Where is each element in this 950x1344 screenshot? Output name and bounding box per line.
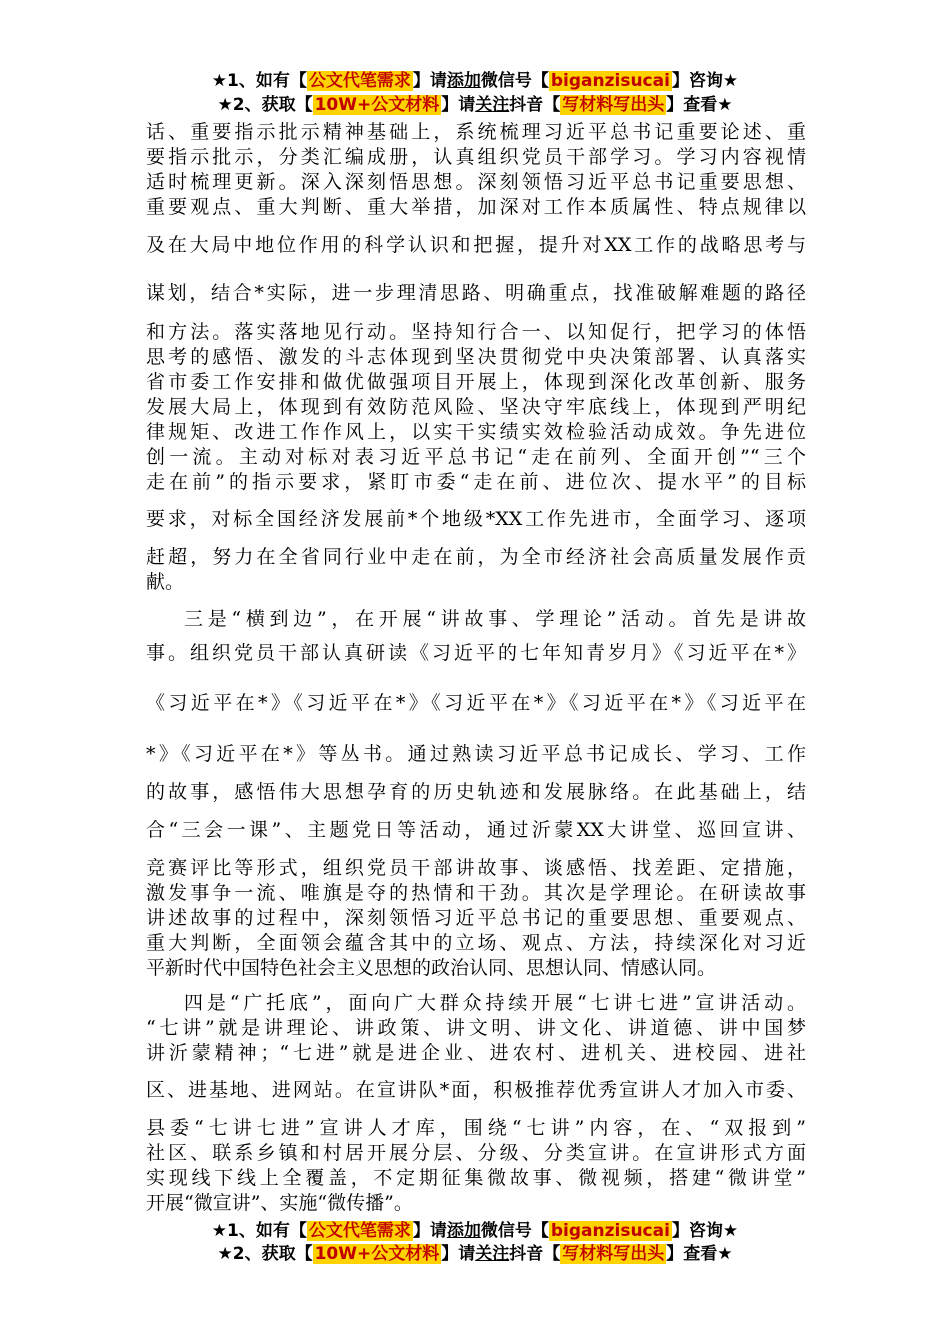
banner-text: 】请 bbox=[441, 1244, 476, 1264]
body-line: 及在大局中地位作用的科学认识和把握，提升对XX工作的战略思考与 bbox=[146, 234, 806, 256]
body-line: 重大判断，全面领会蕴含其中的立场、观点、方法，持续深化对习近 bbox=[146, 932, 806, 954]
banner-text: 抖音【 bbox=[509, 1244, 561, 1264]
service-highlight: 公文代笔需求 bbox=[308, 1221, 411, 1241]
banner-text: 】咨询★ bbox=[671, 1221, 739, 1241]
body-line: 省市委工作安排和做优做强项目开展上，体现到深化改革创新、服务 bbox=[146, 371, 806, 393]
body-line: 合“三会一课”、主题党日等活动，通过沂蒙XX大讲堂、巡回宣讲、 bbox=[146, 819, 806, 841]
wechat-id-highlight: biganzisucai bbox=[550, 1221, 670, 1241]
top-banner-line-2 bbox=[0, 94, 950, 116]
body-line: 谋划，结合*实际，进一步理清思路、明确重点，找准破解难题的路径 bbox=[146, 282, 806, 304]
top-banner-line-1 bbox=[0, 70, 950, 92]
body-line: 讲沂蒙精神；“七进”就是进企业、进农村、进机关、进校园、进社 bbox=[146, 1042, 806, 1064]
paragraph-first-line: 四是“广托底”，面向广大群众持续开展“七讲七进”宣讲活动。 bbox=[184, 992, 806, 1014]
paragraph-first-line: 三是“横到边”，在开展“讲故事、学理论”活动。首先是讲故 bbox=[184, 608, 806, 630]
service-highlight: 公文代笔需求 bbox=[308, 71, 411, 91]
body-line: 思考的感悟、激发的斗志体现到坚决贯彻党中央决策部署、认真落实 bbox=[146, 346, 806, 368]
body-line: 要指示批示，分类汇编成册，认真组织党员干部学习。学习内容视情 bbox=[146, 146, 806, 168]
body-line: “七讲”就是讲理论、讲政策、讲文明、讲文化、讲道德、讲中国梦 bbox=[146, 1017, 806, 1039]
banner-text: 】查看★ bbox=[666, 1244, 733, 1264]
body-line: 《习近平在*》《习近平在*》《习近平在*》《习近平在*》《习近平在 bbox=[146, 692, 806, 714]
body-line: 话、重要指示批示精神基础上，系统梳理习近平总书记重要论述、重 bbox=[146, 121, 806, 143]
body-line: 发展大局上，体现到有效防范风险、坚决守牢底线上，体现到严明纪 bbox=[146, 396, 806, 418]
body-line: 重要观点、重大判断、重大举措，加深对工作本质属性、特点规律以 bbox=[146, 196, 806, 218]
body-line: 要求，对标全国经济发展前*个地级*XX工作先进市，全面学习、逐项 bbox=[146, 508, 806, 530]
body-line: *》《习近平在*》等丛书。通过熟读习近平总书记成长、学习、工作 bbox=[146, 743, 806, 765]
body-line: 区、进基地、进网站。在宣讲队*面，积极推荐优秀宣讲人才加入市委、 bbox=[146, 1079, 806, 1101]
body-line: 实现线下线上全覆盖，不定期征集微故事、微视频，搭建“微讲堂” bbox=[146, 1167, 806, 1189]
banner-text: 】请 bbox=[441, 95, 476, 115]
douyin-highlight: 写材料写出头 bbox=[562, 95, 665, 115]
body-line: 社区、联系乡镇和村居开展分层、分级、分类宣讲。在宣讲形式方面 bbox=[146, 1142, 806, 1164]
bottom-banner-line-1 bbox=[0, 1220, 950, 1242]
body-line: 县委“七讲七进”宣讲人才库，围绕“七讲”内容，在、“双报到” bbox=[146, 1117, 806, 1139]
body-line: 走在前”的指示要求，紧盯市委“走在前、进位次、提水平”的目标 bbox=[146, 471, 806, 493]
banner-text: 】请 bbox=[412, 71, 447, 91]
body-line: 律规矩、改进工作作风上，以实干实绩实效检验活动成效。争先进位 bbox=[146, 421, 806, 443]
douyin-highlight: 写材料写出头 bbox=[562, 1244, 665, 1264]
follow-emphasis: 关注 bbox=[475, 95, 510, 115]
banner-text: ★2、获取【 bbox=[217, 1244, 313, 1264]
body-line: 和方法。落实落地见行动。坚持知行合一、以知促行，把学习的体悟 bbox=[146, 321, 806, 343]
banner-text: 】请 bbox=[412, 1221, 447, 1241]
body-line: 的故事，感悟伟大思想孕育的历史轨迹和发展脉络。在此基础上，结 bbox=[146, 781, 806, 803]
material-highlight: 10W+公文材料 bbox=[314, 95, 440, 115]
banner-text: 】查看★ bbox=[666, 95, 733, 115]
add-emphasis: 添加 bbox=[446, 1221, 481, 1241]
body-line: 事。组织党员干部认真研读《习近平的七年知青岁月》《习近平在*》 bbox=[146, 642, 806, 664]
body-line: 开展“微宣讲”、实施“微传播”。 bbox=[146, 1192, 413, 1214]
body-line: 献。 bbox=[146, 571, 185, 593]
banner-text: 微信号【 bbox=[480, 1221, 549, 1241]
body-line: 创一流。主动对标对表习近平总书记“走在前列、全面开创”“三个 bbox=[146, 446, 806, 468]
banner-text: 抖音【 bbox=[509, 95, 561, 115]
body-line: 激发事争一流、唯旗是夺的热情和干劲。其次是学理论。在研读故事 bbox=[146, 882, 806, 904]
add-emphasis: 添加 bbox=[446, 71, 481, 91]
follow-emphasis: 关注 bbox=[475, 1244, 510, 1264]
body-line: 赶超，努力在全省同行业中走在前，为全市经济社会高质量发展作贡 bbox=[146, 546, 806, 568]
banner-text: ★1、如有【 bbox=[211, 71, 307, 91]
body-line: 平新时代中国特色社会主义思想的政治认同、思想认同、情感认同。 bbox=[146, 957, 717, 979]
body-line: 讲述故事的过程中，深刻领悟习近平总书记的重要思想、重要观点、 bbox=[146, 907, 806, 929]
material-highlight: 10W+公文材料 bbox=[314, 1244, 440, 1264]
body-line: 适时梳理更新。深入深刻悟思想。深刻领悟习近平总书记重要思想、 bbox=[146, 171, 806, 193]
banner-text: ★1、如有【 bbox=[211, 1221, 307, 1241]
bottom-banner-line-2 bbox=[0, 1243, 950, 1265]
body-line: 竞赛评比等形式，组织党员干部讲故事、谈感悟、找差距、定措施， bbox=[146, 857, 806, 879]
banner-text: 】咨询★ bbox=[671, 71, 739, 91]
wechat-id-highlight: biganzisucai bbox=[550, 71, 670, 91]
banner-text: ★2、获取【 bbox=[217, 95, 313, 115]
banner-text: 微信号【 bbox=[480, 71, 549, 91]
